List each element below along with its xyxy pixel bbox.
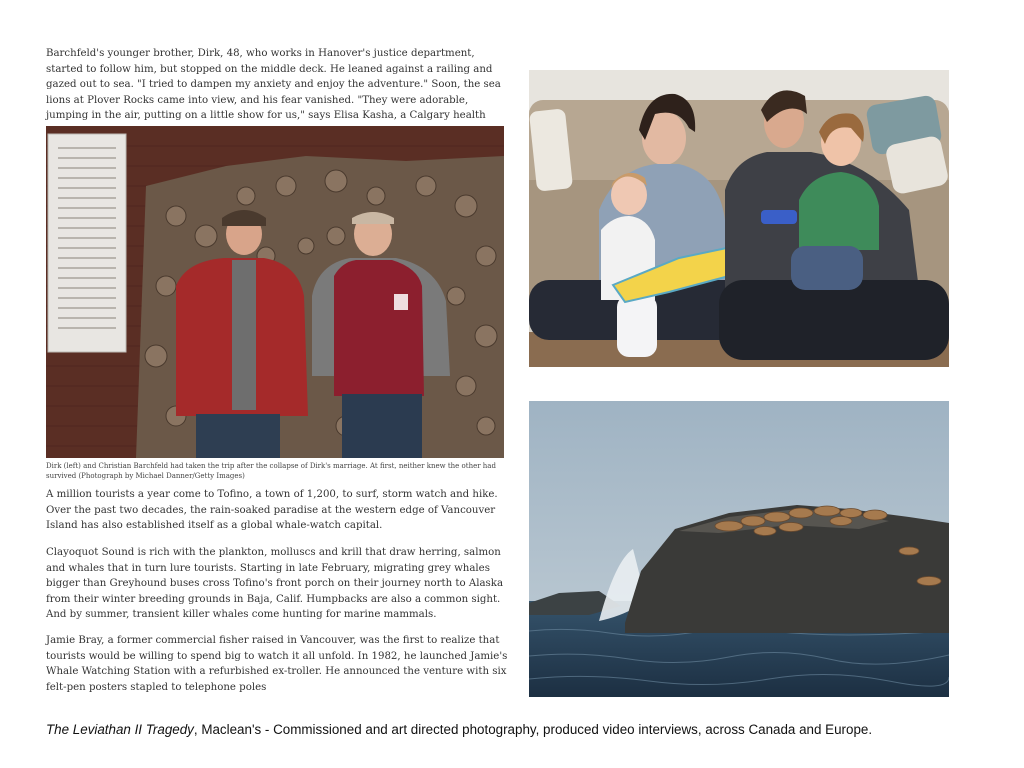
photo-brothers-woodpile — [46, 126, 504, 458]
footer-description: , Maclean's - Commissioned and art directed photography, produced video interviews, across Canada and Europe. — [193, 722, 873, 737]
photo-family-reading — [529, 70, 949, 367]
portfolio-footer — [46, 722, 1006, 737]
article-paragraph-1: Barchfeld's younger brother, Dirk, 48, who works in Hanover's justice department, started to follow him, but stopped on the middle deck. He leaned against a railing and gazed out to sea. "I tried to dampen my anxiety and enjoy the adventure." Soon, the sea lions at Plover Rocks came into view, and his fear vanished. "They were adorable, jumping in the air, putting on a little show for us," says Elisa Kasha, a Calgary health — [46, 48, 501, 121]
article-paragraph-2: A million tourists a year come to Tofino, a town of 1,200, to surf, storm watch and hike. Over the past two decades, the rain-soaked paradise at the western edge of Vancouver Island has also established itself as a global whale-watch capital. — [46, 489, 498, 531]
photo-sea-lions-rock — [529, 401, 949, 697]
article-paragraph-3: Clayoquot Sound is rich with the plankton, molluscs and krill that draw herring, salmon and whales that in turn lure tourists. Starting in late February, migrating grey whales bigger than Greyhound buses cross Tofino's front porch on their journey north to Alaska from their winter breeding grounds in Baja, Calif. Humpbacks are also a common sight. And by summer, transient killer whales come hunting for marine mammals. — [46, 547, 504, 620]
photo-caption: Dirk (left) and Christian Barchfeld had taken the trip after the collapse of Dirk's marriage. At first, neither knew the other had survived (Photograph by Michael Danner/Getty Images) — [46, 462, 496, 480]
article-paragraph-4: Jamie Bray, a former commercial fisher raised in Vancouver, was the first to realize that tourists would be willing to spend big to watch it all unfold. In 1982, he launched Jamie's Whale Watching Station with a refurbished ex-troller. He announced the venture with six felt-pen posters stapled to telephone poles — [46, 635, 508, 693]
footer-title: The Leviathan II Tragedy — [46, 722, 194, 737]
